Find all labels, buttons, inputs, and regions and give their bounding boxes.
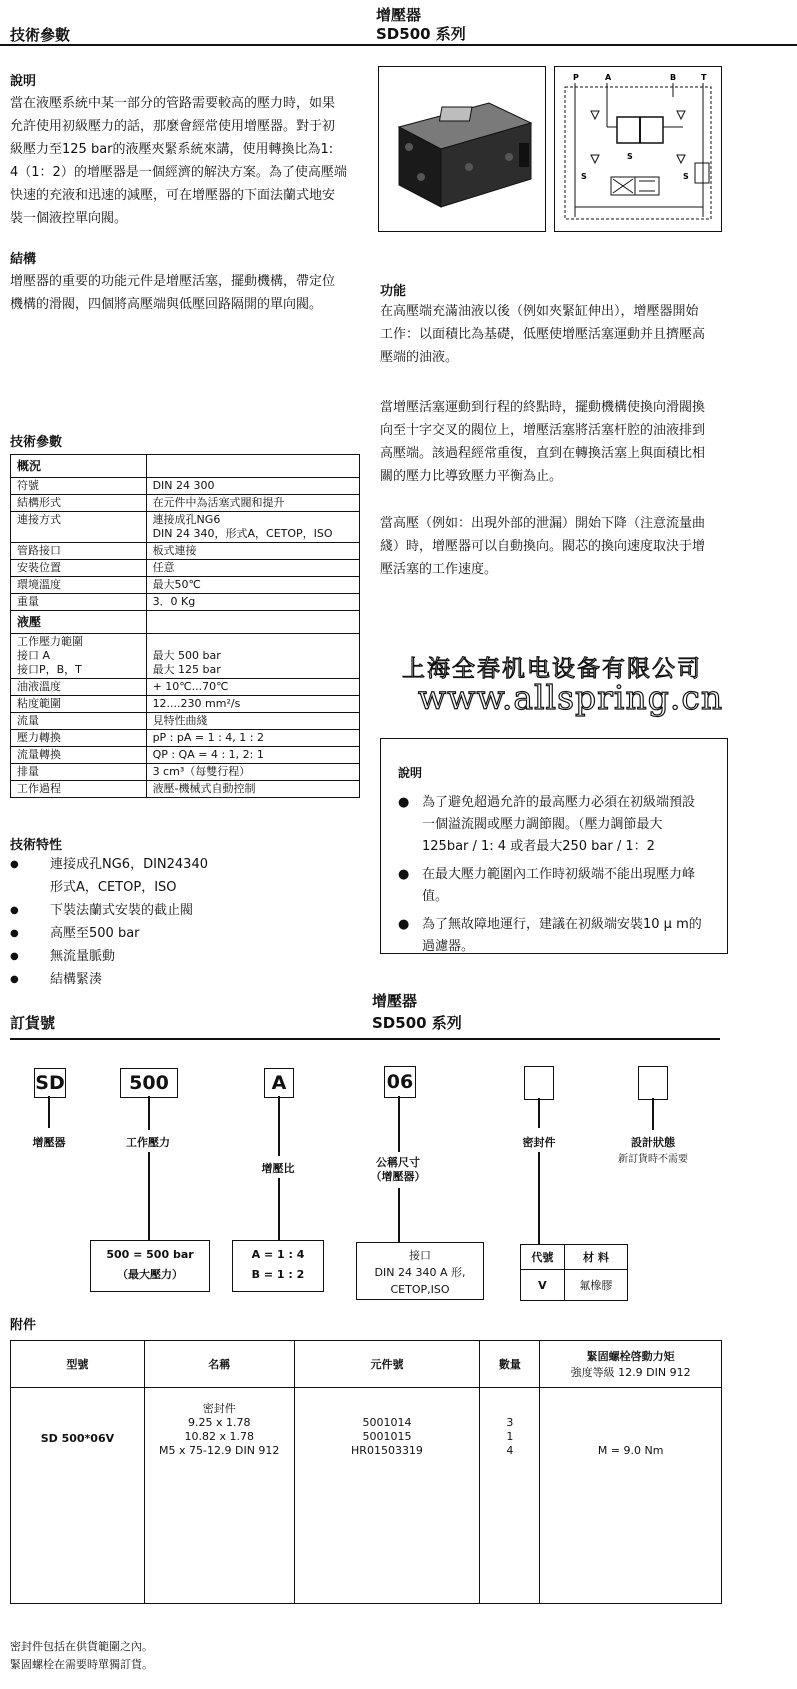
pressure-option-box: 500 = 500 bar （最大壓力） bbox=[90, 1240, 210, 1292]
structure-heading: 結構 bbox=[10, 252, 37, 267]
acc-header-part: 元件號 bbox=[294, 1341, 480, 1388]
feature-item: ● 無流量脈動 bbox=[10, 949, 116, 964]
function-para-1: 在高壓端充滿油液以後（例如夾緊缸伸出），增壓器開始 工作：以面積比為基礎，低壓使增壓活塞運動并且擠壓高 壓端的油液。 bbox=[380, 304, 706, 365]
acc-header-model: 型號 bbox=[11, 1341, 145, 1388]
spec-value: 任意 bbox=[146, 560, 359, 577]
table-row bbox=[11, 713, 360, 730]
function-heading: 功能 bbox=[380, 284, 407, 299]
port-a-label: A bbox=[605, 73, 612, 82]
acc-names: 密封件 9.25 x 1.78 10.82 x 1.78 M5 x 75-12.9 DIN 912 bbox=[144, 1388, 294, 1604]
features-list bbox=[10, 853, 360, 991]
connector-ratio bbox=[278, 1096, 280, 1156]
label-design: 設計狀態 bbox=[631, 1136, 675, 1149]
connector-size bbox=[398, 1096, 400, 1152]
notes-item: ● 為了避免超過允許的最高壓力必須在初級端預設 一個溢流閥或壓力調節閥。（壓力調節最大 125bar / 1: 4 或者最大250 bar / 1：2 bbox=[398, 795, 696, 854]
product-photo bbox=[378, 66, 546, 232]
spec-value: 最大 500 bar 最大 125 bar bbox=[146, 634, 359, 679]
design-note: 新訂貨時不需要 bbox=[618, 1154, 688, 1165]
spec-value: 板式連接 bbox=[146, 543, 359, 560]
connector-size-low bbox=[398, 1188, 400, 1242]
spec-label: 連接方式 bbox=[11, 512, 147, 543]
spec-value bbox=[146, 455, 359, 478]
spec-label: 工作壓力範圍 接口 A 接口P，B，T bbox=[11, 634, 147, 679]
port-option-box: 接口 DIN 24 340 A 形, CETOP,ISO bbox=[356, 1242, 484, 1300]
code-box-pressure: 500 bbox=[120, 1068, 178, 1098]
features-heading: 技術特性 bbox=[10, 838, 63, 853]
function-para-2: 當增壓活塞運動到行程的終點時，擺動機構使換向滑閥換 向至十字交叉的閥位上，增壓活塞將活塞杆腔的油液排到 高壓端。該過程經常重復，直到在轉換活塞上與面積比相 關的壓力比導致壓力平衡為止。 bbox=[380, 400, 706, 484]
table-row bbox=[11, 747, 360, 764]
connector-ratio-low bbox=[278, 1178, 280, 1240]
spec-label: 液壓 bbox=[11, 611, 147, 634]
spec-table-heading: 技術參數 bbox=[10, 435, 63, 450]
notes-list bbox=[398, 792, 718, 958]
seal-table-header-material: 材 料 bbox=[564, 1245, 627, 1270]
spec-label: 結構形式 bbox=[11, 495, 147, 512]
port-b-label: B bbox=[670, 73, 677, 82]
spec-label: 安裝位置 bbox=[11, 560, 147, 577]
table-row bbox=[11, 478, 360, 495]
connector-series bbox=[48, 1096, 50, 1128]
spec-value: + 10℃...70℃ bbox=[146, 679, 359, 696]
spec-label: 油液溫度 bbox=[11, 679, 147, 696]
spec-table bbox=[10, 454, 360, 798]
spec-label: 排量 bbox=[11, 764, 147, 781]
page-title-left: 技術參數 bbox=[10, 26, 71, 44]
connector-design bbox=[652, 1098, 654, 1130]
label-size bbox=[356, 1156, 440, 1184]
connector-seal-low bbox=[538, 1152, 540, 1244]
label-pressure: 工作壓力 bbox=[126, 1136, 170, 1149]
table-row bbox=[11, 679, 360, 696]
notes-item: ● 為了無故障地運行，建議在初級端安裝10 μ m的 過濾器。 bbox=[398, 917, 702, 954]
structure-text: 增壓器的重要的功能元件是增壓活塞，擺動機構，帶定位 機構的滑閥，四個將高壓端與低壓回路隔開的單向閥。 bbox=[10, 274, 336, 312]
notes-item: ● 在最大壓力範圍內工作時初級端不能出現壓力峰 值。 bbox=[398, 867, 696, 904]
table-row bbox=[11, 495, 360, 512]
code-box-design bbox=[638, 1066, 668, 1100]
accessories-table bbox=[10, 1340, 722, 1604]
connector-pressure bbox=[148, 1096, 150, 1130]
spec-label: 重量 bbox=[11, 594, 147, 611]
watermark-url: www.allspring.cn bbox=[418, 678, 724, 717]
spec-group-row bbox=[11, 611, 360, 634]
acc-torque: M = 9.0 Nm bbox=[540, 1388, 722, 1604]
header-rule bbox=[0, 44, 797, 46]
spec-label: 符號 bbox=[11, 478, 147, 495]
spec-value: QP : QA = 4 : 1, 2: 1 bbox=[146, 747, 359, 764]
spec-value bbox=[146, 611, 359, 634]
feature-item: ● 連接成孔NG6，DIN24340 形式A，CETOP，ISO bbox=[10, 857, 208, 895]
code-box-size: 06 bbox=[384, 1066, 416, 1098]
spec-label: 粘度範圍 bbox=[11, 696, 147, 713]
acc-model: SD 500*06V bbox=[11, 1388, 145, 1604]
seal-table bbox=[520, 1244, 628, 1301]
description-heading: 說明 bbox=[10, 74, 37, 89]
port-t-label: T bbox=[701, 73, 707, 82]
footer-note-1: 密封件包括在供貨範圍之內。 bbox=[10, 1640, 153, 1653]
description-text: 當在液壓系統中某一部分的管路需要較高的壓力時，如果 允許使用初級壓力的話，那麼會經常使用增壓器。對于初 級壓力至125 bar的液壓夾緊系統來講，使用轉換比為1: 4（1：2）的增壓器是一個經濟的解決方案。為了使高壓端 快速的充液和迅速的減壓，可在增壓器的下面法蘭式地安 裝一個液控單向閥。 bbox=[10, 96, 347, 226]
intensifier-block-icon bbox=[379, 67, 545, 231]
table-row bbox=[11, 781, 360, 798]
spec-value: 最大50℃ bbox=[146, 577, 359, 594]
table-row bbox=[11, 560, 360, 577]
acc-parts: 5001014 5001015 HR01503319 bbox=[294, 1388, 480, 1604]
product-series: SD500 系列 bbox=[376, 25, 466, 43]
label-series: 增壓器 bbox=[32, 1136, 66, 1149]
acc-header-name: 名稱 bbox=[144, 1341, 294, 1388]
spec-label: 概況 bbox=[11, 455, 147, 478]
function-para-3: 當高壓（例如：出現外部的泄漏）開始下降（注意流量曲 綫）時，增壓器可以自動換向。閥芯的換向速度取決于增 壓活塞的工作速度。 bbox=[380, 516, 706, 577]
spec-label: 工作過程 bbox=[11, 781, 147, 798]
spec-label: 壓力轉換 bbox=[11, 730, 147, 747]
table-row bbox=[11, 1388, 722, 1604]
spec-value: 在元件中為活塞式閥和提升 bbox=[146, 495, 359, 512]
table-row bbox=[11, 594, 360, 611]
table-row bbox=[11, 543, 360, 560]
notes-heading: 說明 bbox=[398, 766, 423, 780]
spec-label: 環境溫度 bbox=[11, 577, 147, 594]
table-row bbox=[11, 634, 360, 679]
code-box-series: SD bbox=[34, 1068, 66, 1098]
accessories-heading: 附件 bbox=[10, 1318, 37, 1333]
seal-table-code: V bbox=[521, 1270, 565, 1301]
spec-group-row bbox=[11, 455, 360, 478]
acc-qty: 3 1 4 bbox=[480, 1388, 540, 1604]
ordering-heading: 訂貨號 bbox=[10, 1014, 56, 1032]
feature-item: ● 結構緊湊 bbox=[10, 972, 103, 987]
table-row bbox=[11, 730, 360, 747]
ordering-rule bbox=[10, 1038, 720, 1040]
feature-item: ● 下裝法蘭式安裝的截止閥 bbox=[10, 903, 194, 918]
seal-table-header-code: 代號 bbox=[521, 1245, 565, 1270]
hydraulic-schematic bbox=[554, 66, 722, 232]
left-s-label: S bbox=[581, 172, 587, 181]
spec-value: 3 cm³（每雙行程） bbox=[146, 764, 359, 781]
spec-value: 液壓-機械式自動控制 bbox=[146, 781, 359, 798]
seal-table-material: 氟橡膠 bbox=[564, 1270, 627, 1301]
spec-value: DIN 24 300 bbox=[146, 478, 359, 495]
watermark-company: 上海全春机电设备有限公司 bbox=[402, 656, 702, 682]
label-ratio: 增壓比 bbox=[261, 1162, 295, 1175]
port-p-label: P bbox=[573, 73, 579, 82]
feature-item: ● 高壓至500 bar bbox=[10, 926, 140, 941]
ratio-option-box: A = 1 : 4 B = 1 : 2 bbox=[232, 1240, 324, 1292]
spec-value: 連接成孔NG6 DIN 24 340，形式A，CETOP，ISO bbox=[146, 512, 359, 543]
ordering-product-series: SD500 系列 bbox=[372, 1014, 462, 1032]
table-row bbox=[11, 696, 360, 713]
label-size-text: 公稱尺寸 （增壓器） bbox=[370, 1156, 426, 1183]
spec-value: 3．0 Kg bbox=[146, 594, 359, 611]
code-box-ratio: A bbox=[264, 1068, 294, 1098]
acc-header-torque: 緊固螺栓啓動力矩 強度等級 12.9 DIN 912 bbox=[540, 1341, 722, 1388]
shuttle-s-label: S bbox=[627, 152, 633, 161]
spec-label: 流量 bbox=[11, 713, 147, 730]
label-seal: 密封件 bbox=[522, 1136, 556, 1149]
right-s-label: S bbox=[683, 172, 689, 181]
spec-value: 12....230 mm²/s bbox=[146, 696, 359, 713]
product-name: 增壓器 bbox=[376, 6, 422, 24]
spec-value: 見特性曲綫 bbox=[146, 713, 359, 730]
table-row bbox=[11, 577, 360, 594]
footer-note-2: 緊固螺栓在需要時單獨訂貨。 bbox=[10, 1658, 153, 1671]
spec-label: 流量轉換 bbox=[11, 747, 147, 764]
connector-pressure-low bbox=[148, 1152, 150, 1240]
acc-header-qty: 數量 bbox=[480, 1341, 540, 1388]
connector-seal bbox=[538, 1098, 540, 1128]
code-box-seal bbox=[524, 1066, 554, 1100]
table-row bbox=[11, 764, 360, 781]
spec-label: 管路接口 bbox=[11, 543, 147, 560]
ordering-product-name: 增壓器 bbox=[372, 992, 418, 1010]
spec-value: pP : pA = 1 : 4, 1 : 2 bbox=[146, 730, 359, 747]
table-row bbox=[11, 512, 360, 543]
hydraulic-circuit-diagram bbox=[555, 67, 721, 231]
